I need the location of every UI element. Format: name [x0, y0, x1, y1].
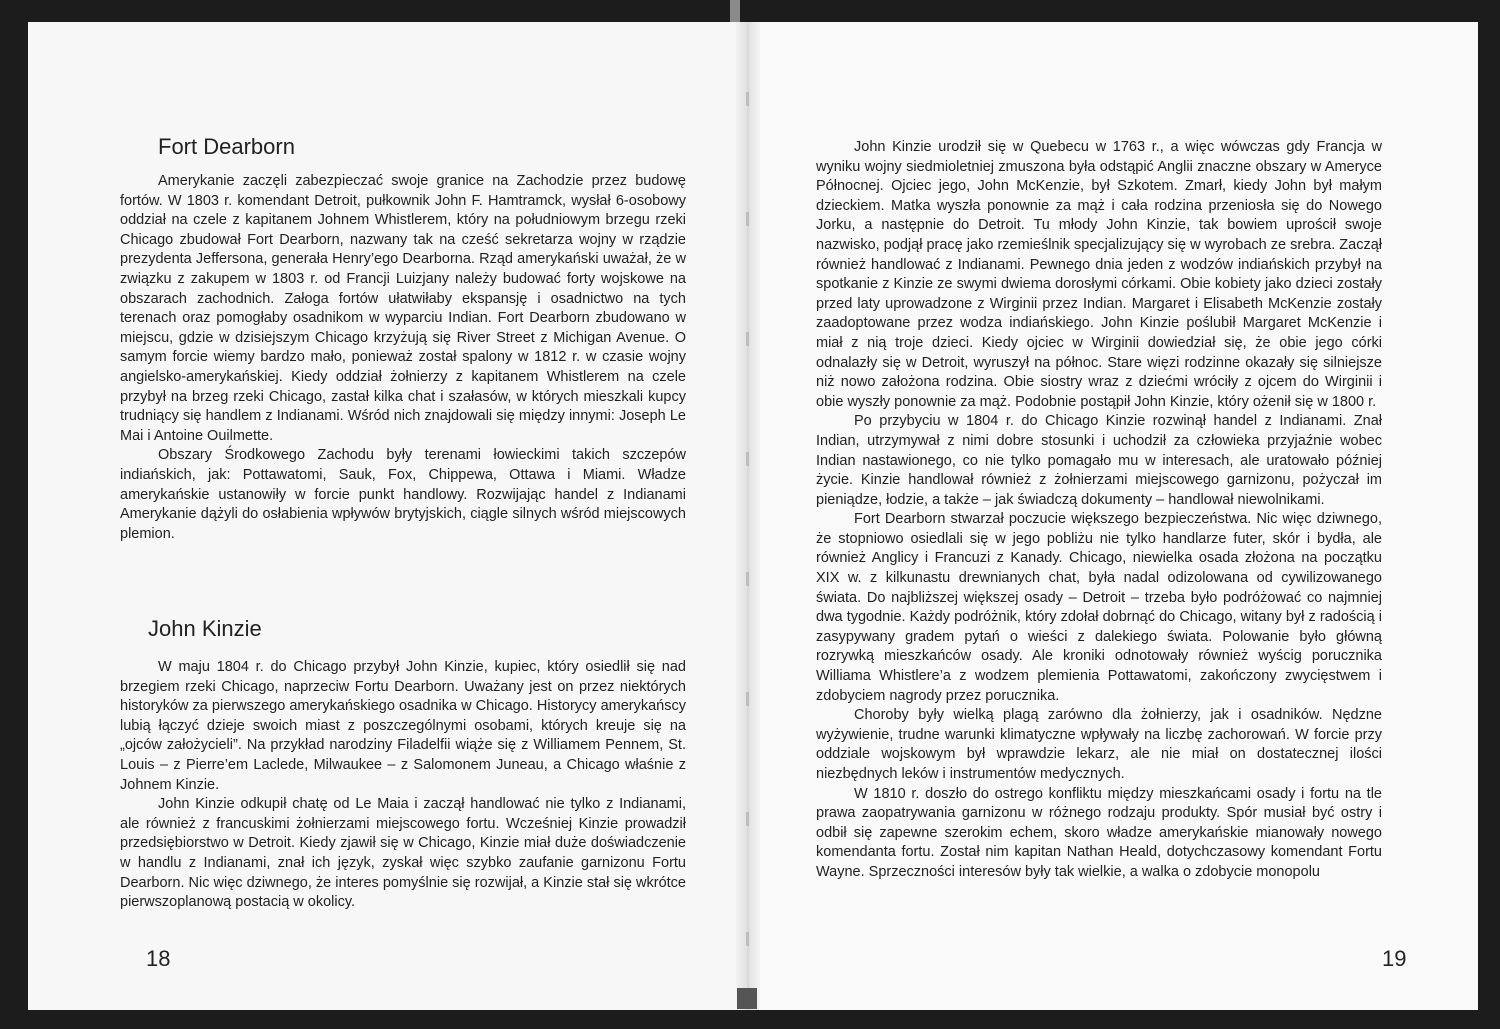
- binding-stitch: [746, 812, 749, 826]
- binding-stitch: [746, 932, 749, 946]
- binding-stitch: [746, 212, 749, 226]
- book-gutter: [736, 22, 760, 1010]
- binding-stitch: [746, 332, 749, 346]
- bookmark-ribbon: [730, 0, 740, 22]
- heading-john-kinzie: John Kinzie: [148, 616, 262, 641]
- left-section1-text: [120, 172, 686, 544]
- paragraph: Amerykanie zaczęli zabezpieczać swoje granice na Zachodzie przez budowę fortów. W 1803 r. komendant Detroit, pułkownik John F. Hamtramck, wysłał 6-osobowy oddział na czele z kapitanem Johnem Whistlerem, który na południowym brzegu rzeki Chicago zbudował Fort Dearborn, nazwany tak na cześć sekretarza wojny w rządzie prezydenta Jeffersona, generała Henry’ego Dearborna. Rząd amerykański uważał, że w związku z zakupem w 1803 r. od Francji Luizjany należy budować forty wojskowe na obszarach zachodnich. Załoga fortów ułatwiłaby ekspansję i osadnictwo na tych terenach oraz pomogłaby osadnikom w wyparciu Indian. Fort Dearborn zbudowano w miejscu, gdzie w dzisiejszym Chicago krzyżują się River Street z Michigan Avenue. O samym forcie wiemy bardzo mało, ponieważ został spalony w 1812 r. w czasie wojny angielsko-amerykańskiej. Kiedy oddział żołnierzy z kapitanem Whistlerem na czele przybył na brzeg rzeki Chicago, zastał kilka chat i szałasów, w których mieszkali kupcy trudniący się handlem z Indianami. Wśród nich znajdowali się między innymi: Joseph Le Mai i Antoine Ouilmette.: [120, 173, 686, 444]
- paragraph: Fort Dearborn stwarzał poczucie większego bezpieczeństwa. Nic więc dziwnego, że stopniowo osiedlali się w jego pobliżu nie tylko handlarze futer, skór i bydła, ale również Anglicy i Francuzi z Kanady. Chicago, niewielka osada złożona na początku XIX w. z kilkunastu drewnianych chat, była nadal odizolowana od cywilizowanego świata. Do najbliższej większej osady – Detroit – trzeba było podróżować co najmniej dwa tygodnie. Każdy podróżnik, który zdołał dobrnąć do Chicago, witany był z radością i zasypywany gradem pytań o wieści z dalekiego świata. Polowanie było główną rozrywką mieszkańców osady. Ale kroniki odnotowały również wyścig porucznika Williama Whistlere’a z wodzem plemienia Pottawatomi, zakończony zwycięstwem i zdobyciem nagrody przez porucznika.: [816, 511, 1382, 704]
- paragraph: W 1810 r. doszło do ostrego konfliktu między mieszkańcami osady i fortu na tle prawa zaopatrywania garnizonu w różnego rodzaju produkty. Spór musiał być ostry i odbił się zapewne szerokim echem, skoro władze amerykańskie mianowały nowego komendanta fortu. Został nim kapitan Nathan Heald, dotychczasowy komendant Fortu Wayne. Sprzeczności interesów były tak wielkie, a walka o zdobycie monopolu: [816, 785, 1382, 880]
- paragraph: Choroby były wielką plagą zarówno dla żołnierzy, jak i osadników. Nędzne wyżywienie, trudne warunki klimatyczne wpływały na liczbę zachorowań. W forcie przy oddziale wojskowym był wprawdzie lekarz, ale nie miał on dostatecznej ilości niezbędnych leków i instrumentów medycznych.: [816, 707, 1382, 782]
- page-number-right: 19: [1382, 946, 1407, 971]
- heading-fort-dearborn: Fort Dearborn: [158, 134, 295, 159]
- paragraph: Obszary Środkowego Zachodu były terenami łowieckimi takich szczepów indiańskich, jak: Pottawatomi, Sauk, Fox, Chippewa, Ottawa i Miami. Władze amerykańskie ustanowiły w forcie punkt handlowy. Rozwijając handel z Indianami Amerykanie dążyli do osłabienia wpływów brytyjskich, ciągle silnych wśród miejscowych plemion.: [120, 447, 686, 542]
- bookmark-ribbon: [737, 988, 757, 1009]
- binding-stitch: [746, 572, 749, 586]
- paragraph: John Kinzie urodził się w Quebecu w 1763 r., a więc wówczas gdy Francja w wyniku wojny siedmioletniej zmuszona była odstąpić Anglii znaczne obszary w Ameryce Północnej. Ojciec jego, John McKenzie, był Szkotem. Zmarł, kiedy John był małym dzieckiem. Matka wyszła ponownie za mąż i cała rodzina przeniosła się do Nowego Jorku, a następnie do Detroit. Tu młody John Kinzie, tak bowiem uprościł swoje nazwisko, podjął pracę jako rzemieślnik specjalizujący się w wyrobach ze srebra. Zaczął również handlować z Indianami. Pewnego dnia jeden z wodzów indiańskich przybył na spotkanie z Kinzie ze swymi dwiema dorosłymi córkami. Obie kobiety jako dzieci zostały przed laty uprowadzone z Wirginii przez Indian. Margaret i Elisabeth McKenzie zostały zaadoptowane przez wodza indiańskiego. John Kinzie poślubił Margaret McKenzie i miał z nią troje dzieci. Kiedy ojciec w Wirginii dowiedział się, że obie jego córki odnalazły się w Detroit, wyruszył na północ. Stare więzi rodzinne okazały się silniejsze niż nowo założona rodzina. Obie siostry wraz z dziećmi wróciły z ojcem do Wirginii i obie wyszły ponownie za mąż. Podobnie postąpił John Kinzie, który ożenił się w 1800 r.: [816, 139, 1382, 410]
- paragraph: John Kinzie odkupił chatę od Le Maia i zaczął handlować nie tylko z Indianami, ale również z francuskimi żołnierzami miejscowego fortu. Wcześniej Kinzie prowadził przedsiębiorstwo w Detroit. Kiedy zjawił się w Chicago, Kinzie miał duże doświadczenie w handlu z Indianami, znał ich język, zyskał więc szybko zaufanie garnizonu Fortu Dearborn. Nic więc dziwnego, że interes pomyślnie się rozwijał, a Kinzie stał się wkrótce pierwszoplanową postacią w okolicy.: [120, 796, 686, 911]
- paragraph: Po przybyciu w 1804 r. do Chicago Kinzie rozwinął handel z Indianami. Znał Indian, utrzymywał z nimi dobre stosunki i uchodził za człowieka przyjaźnie wobec Indian nastawionego, co nie tylko pomagało mu w interesach, ale uratowało później życie. Kinzie handlował również z żołnierzami miejscowego garnizonu, pożyczał im pieniądze, łodzie, a także – jak świadczą dokumenty – handlował niewolnikami.: [816, 413, 1382, 508]
- paragraph: W maju 1804 r. do Chicago przybył John Kinzie, kupiec, który osiedlił się nad brzegiem rzeki Chicago, naprzeciw Fortu Dearborn. Uważany jest on przez niektórych historyków za pierwszego amerykańskiego osadnika w Chicago. Historycy amerykańscy lubią łączyć dzieje swoich miast z poszczególnymi osobami, których kreuje się na „ojców założycieli”. Na przykład narodziny Filadelfii wiąże się z Williamem Pennem, St. Louis – z Pierre’em Laclede, Milwaukee – z Salomonem Juneau, a Chicago właśnie z Johnem Kinzie.: [120, 659, 686, 793]
- page-number-left: 18: [146, 946, 171, 971]
- right-page-text: [816, 138, 1382, 883]
- book-spread: [28, 22, 1478, 1010]
- left-section2-text: [120, 658, 686, 913]
- binding-stitch: [746, 452, 749, 466]
- binding-stitch: [746, 692, 749, 706]
- binding-stitch: [746, 92, 749, 106]
